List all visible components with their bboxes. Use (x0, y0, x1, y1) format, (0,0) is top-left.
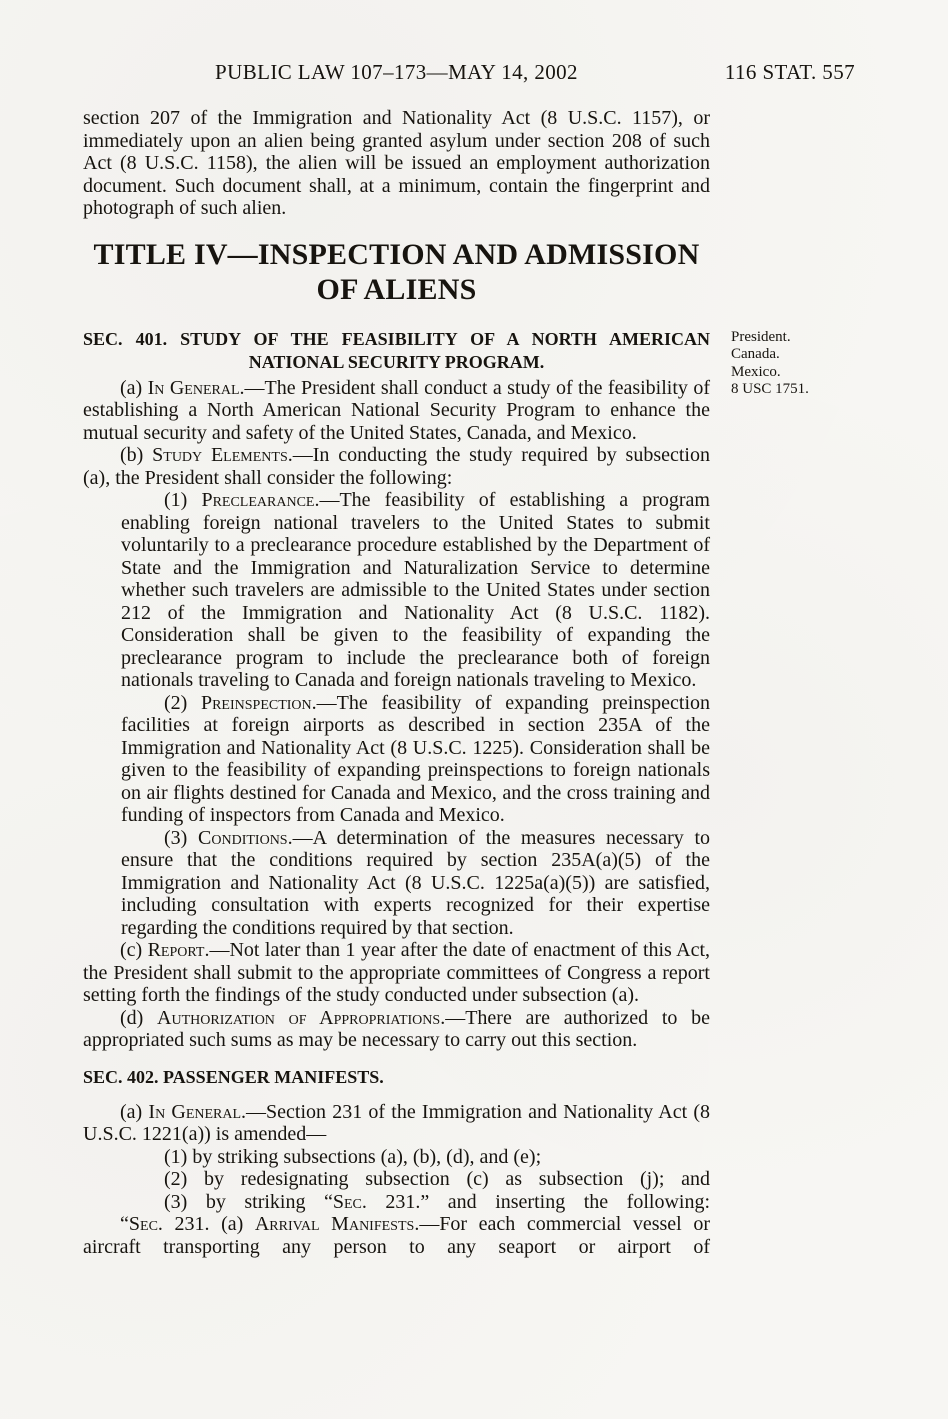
statute-page-number: 116 STAT. 557 (724, 60, 855, 84)
para-401-a: (a) In General.—The President shall conduct a study of the feasibility of establishing a North American National Security Program to enhance the mutual security and safety of the United States, Canada, and Mexico. (83, 376, 711, 444)
margin-notes (731, 329, 891, 399)
para-401-c: (c) Report.—Not later than 1 year after the date of enactment of this Act, the President shall submit to the appropriate committees of Congress a report setting forth the findings of the study conducted under subsection (a). (83, 939, 710, 1006)
para-401-b-1: (1) Preclearance.—The feasibility of establishing a program enabling foreign national travelers to the United States to submit voluntarily to a preclearance procedure established by the Department of State and the Immigration and Naturalization Service to determine whether such travelers are admissible to the United States under section 212 of the Immigration and Nationality Act (8 U.S.C. 1182). Consideration shall be given to the feasibility of expanding the preclearance program to include the preclearance both of foreign nationals traveling to Canada and foreign nationals traveling to Mexico. (121, 489, 710, 691)
para-402-quoted-sec-231: “Sec. 231. (a) Arrival Manifests.—For each commercial vessel or aircraft transporting any person to any seaport or airport of (83, 1213, 710, 1258)
title-line-1: TITLE IV—INSPECTION AND ADMISSION (93, 237, 700, 271)
public-law-number: PUBLIC LAW 107–173—MAY 14, 2002 (215, 60, 578, 84)
continuation-paragraph: section 207 of the Immigration and Nationality Act (8 U.S.C. 1157), or immediately upon an alien being granted asylum under section 208 of such Act (8 U.S.C. 1158), the alien will be issued an employment authorization document. Such document shall, at a minimum, contain the fingerprint and photograph of such alien. (83, 107, 710, 219)
sec-401-heading-line-1: SEC. 401. STUDY OF THE FEASIBILITY OF A NORTH AMERICAN (83, 328, 710, 349)
para-401-b-2: (2) Preinspection.—The feasibility of expanding preinspection facilities at foreign airports as described in section 235A of the Immigration and Nationality Act (8 U.S.C. 1225). Consideration shall be given to the feasibility of expanding preinspections to foreign nationals on air flights destined for Canada and Mexico, and the cross training and funding of inspectors from Canada and Mexico. (121, 691, 710, 826)
para-401-b-3: (3) Conditions.—A determination of the measures necessary to ensure that the conditions required by section 235A(a)(5) of the Immigration and Nationality Act (8 U.S.C. 1225a(a)(5)) are satisfied, including consultation with experts recognized for their expertise regarding the conditions required by that section. (121, 826, 710, 939)
margin-note-usc-citation: 8 USC 1751. (731, 381, 809, 397)
sec-402-heading: SEC. 402. PASSENGER MANIFESTS. (83, 1066, 384, 1087)
margin-note-mexico: Mexico. (731, 363, 781, 380)
section-401 (83, 328, 809, 1052)
sec-401-heading-line-2: NATIONAL SECURITY PROGRAM. (248, 351, 545, 372)
sec-401-heading (83, 328, 710, 374)
margin-note-president: President. (731, 328, 791, 345)
para-402-a-2: (2) by redesignating subsection (c) as subsection (j); and (164, 1168, 710, 1190)
para-402-a-1: (1) by striking subsections (a), (b), (d), and (e); (164, 1145, 542, 1168)
margin-note-canada: Canada. (731, 346, 780, 362)
text-column (83, 107, 809, 1258)
para-402-a: (a) In General.—Section 231 of the Immigration and Nationality Act (8 U.S.C. 1221(a)) is amended— (83, 1100, 711, 1145)
page-header (83, 60, 855, 86)
para-401-d: (d) Authorization of Appropriations.—There are authorized to be appropriated such sums as may be necessary to carry out this section. (83, 1006, 710, 1051)
title-line-2: OF ALIENS (316, 272, 477, 306)
para-401-b: (b) Study Elements.—In conducting the study required by subsection (a), the President shall consider the following: (83, 444, 710, 489)
para-402-a-3: (3) by striking “Sec. 231.” and inserting the following: (164, 1190, 710, 1213)
section-402 (83, 1066, 710, 1259)
title-iv-heading (83, 237, 710, 307)
